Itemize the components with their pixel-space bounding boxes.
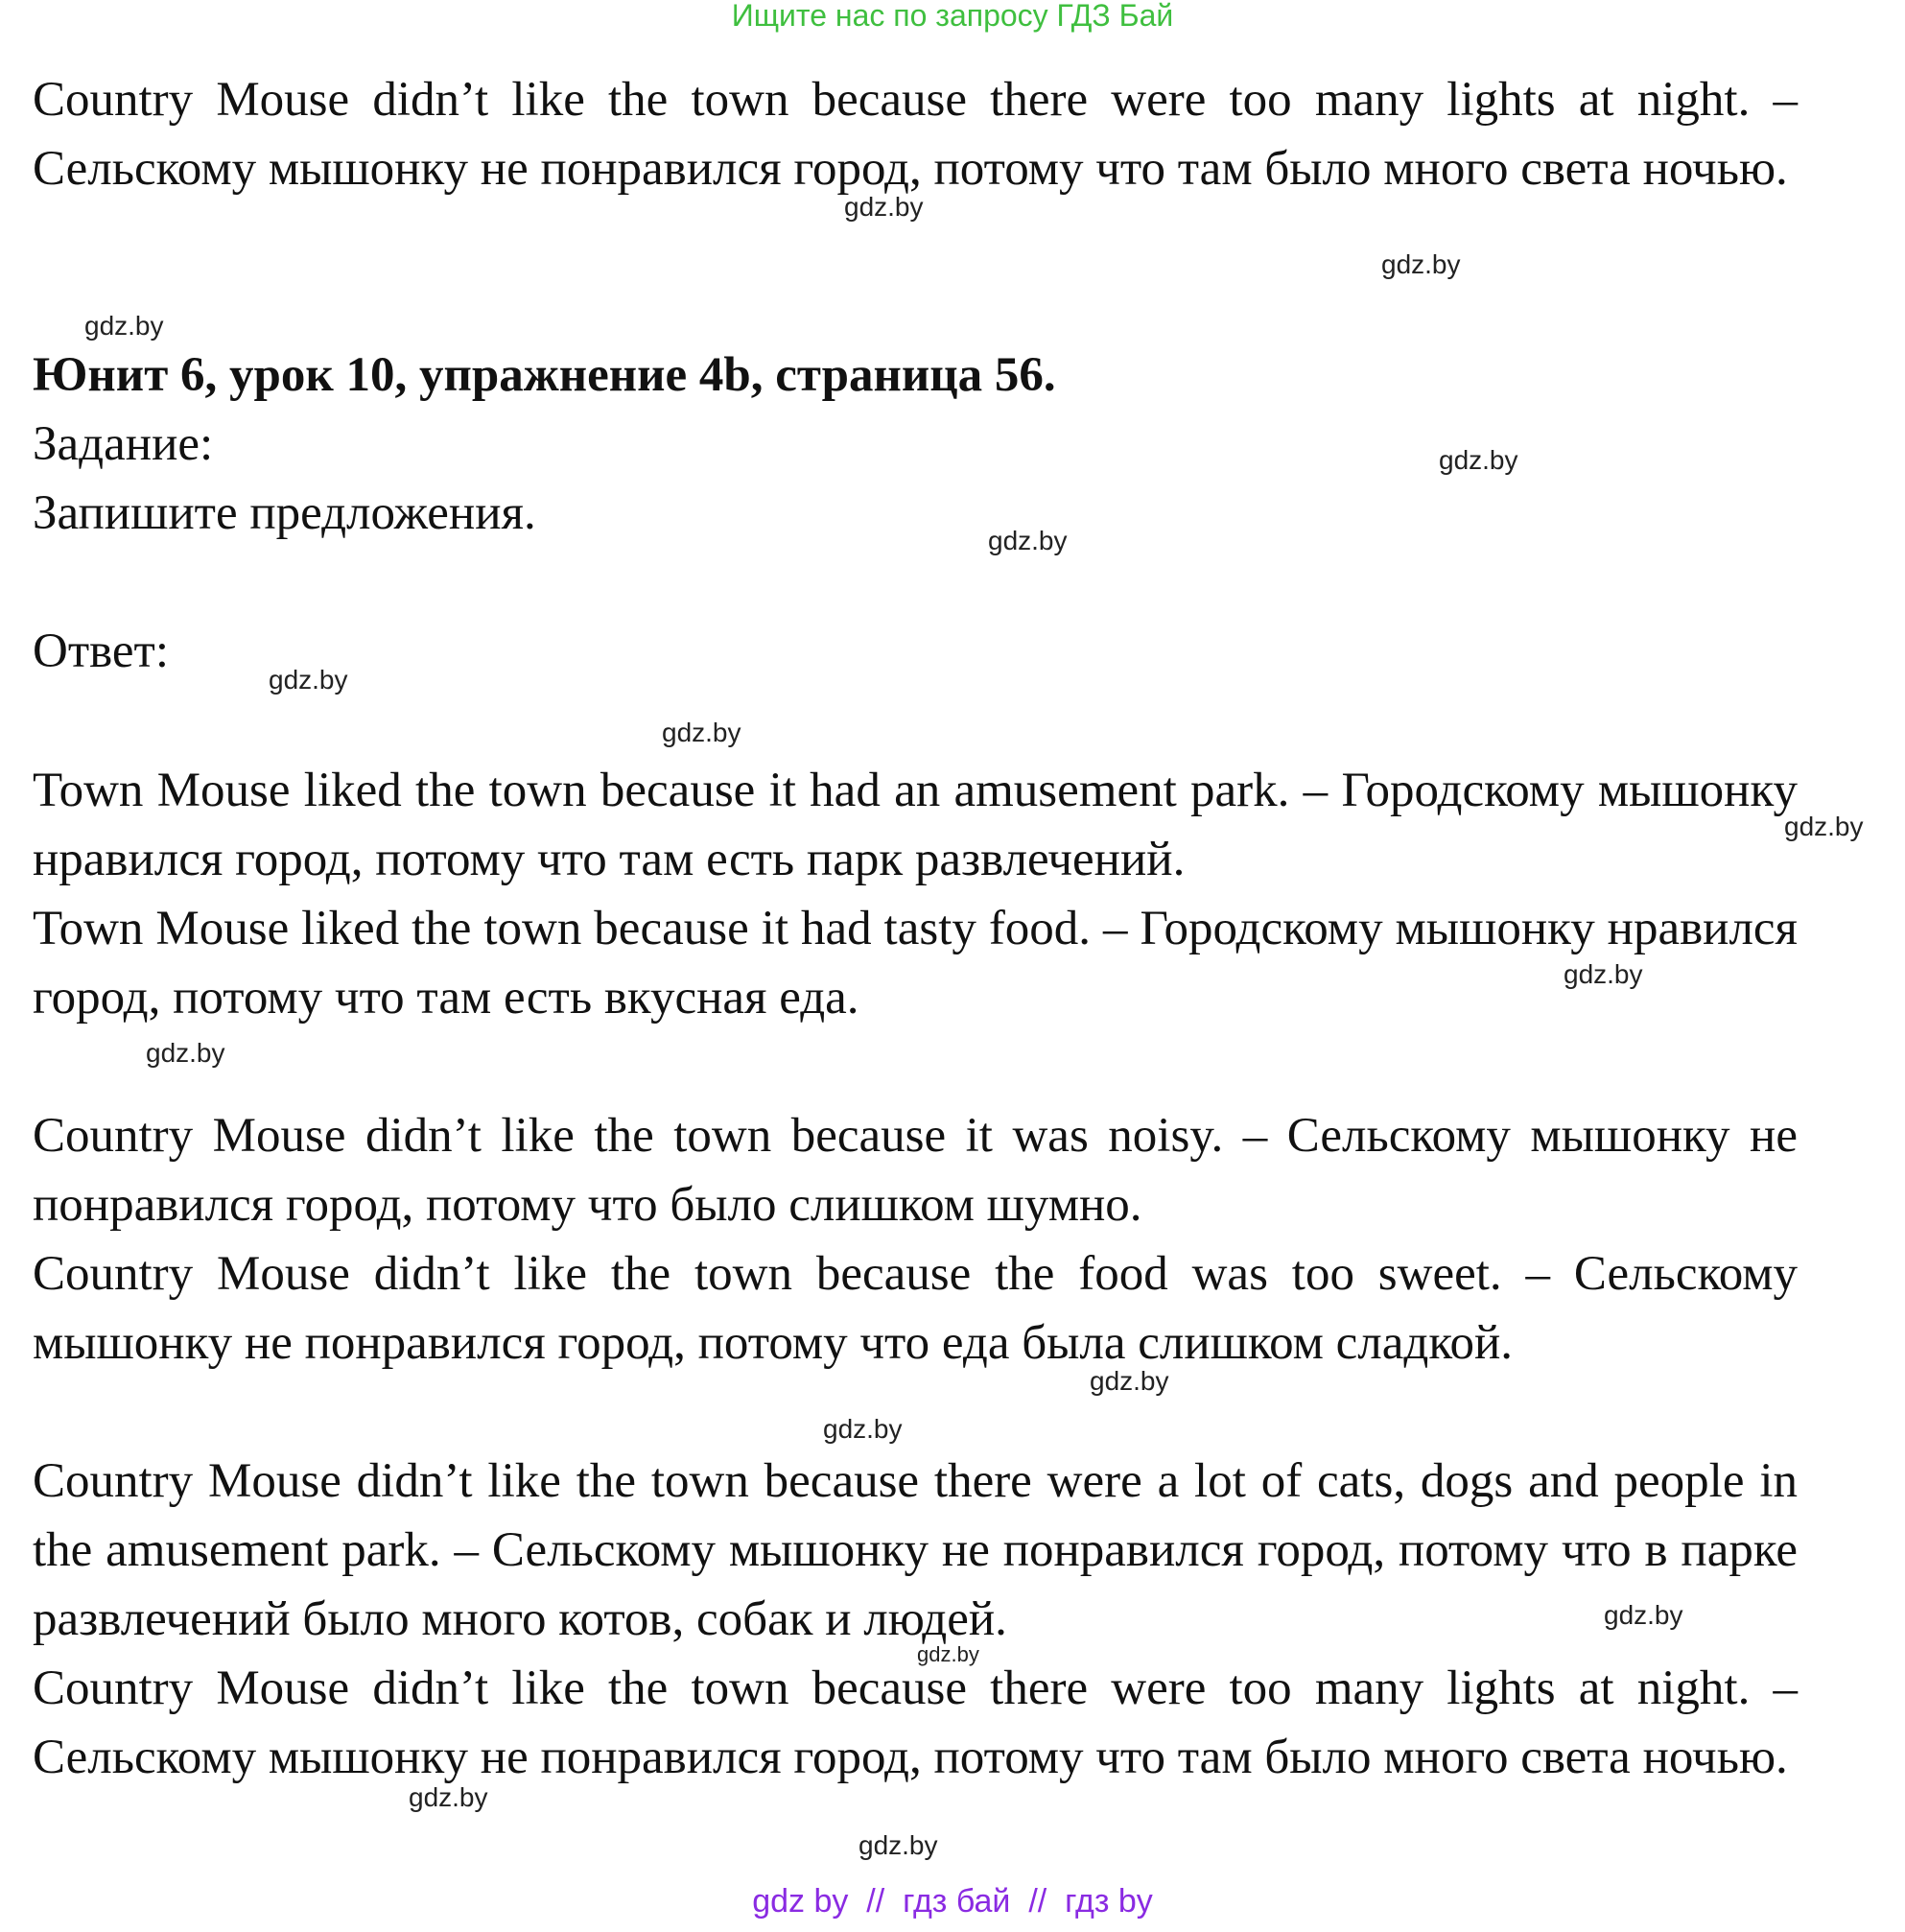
- answer-item: Country Mouse didn’t like the town because there were too many lights at night. – Сельскому мышонку не понравился город, потому что там было много света ночью.: [33, 1661, 1798, 1784]
- watermark: gdz.by: [269, 665, 348, 695]
- task-label: Задание:: [33, 417, 214, 471]
- section-heading: Юнит 6, урок 10, упражнение 4b, страница 56.: [33, 348, 1056, 402]
- watermark: gdz.by: [662, 718, 741, 747]
- answer-label: Ответ:: [33, 624, 169, 678]
- watermark: gdz.by: [1381, 249, 1461, 279]
- answer-item: Town Mouse liked the town because it had tasty food. – Городскому мышонку нравился город, потому что там есть вкусная еда.: [33, 902, 1798, 1025]
- watermark: gdz.by: [1784, 812, 1864, 841]
- answer-item: Country Mouse didn’t like the town because there were a lot of cats, dogs and people in the amusement park. – Сельскому мышонку не понравился город, потому что в парке развлечений было много котов, собак и людей.: [33, 1454, 1798, 1646]
- watermark: gdz.by: [858, 1830, 938, 1860]
- footer-links: gdz by // гдз бай // гдз by: [752, 1883, 1153, 1920]
- watermark: gdz.by: [1439, 445, 1518, 475]
- watermark: gdz.by: [844, 192, 924, 222]
- watermark: gdz.by: [823, 1414, 903, 1444]
- watermark: gdz.by: [84, 311, 164, 341]
- watermark: gdz.by: [409, 1782, 488, 1812]
- answer-item: Country Mouse didn’t like the town because it was noisy. – Сельскому мышонку не понравился город, потому что было слишком шумно.: [33, 1109, 1798, 1232]
- task-text: Запишите предложения.: [33, 486, 536, 540]
- watermark: gdz.by: [1090, 1366, 1169, 1396]
- top-banner: Ищите нас по запросу ГДЗ Бай: [731, 0, 1174, 33]
- answer-item: Country Mouse didn’t like the town because the food was too sweet. – Сельскому мышонку не понравился город, потому что еда была слишком сладкой.: [33, 1247, 1798, 1370]
- watermark: gdz.by: [1604, 1600, 1683, 1630]
- watermark: gdz.by: [1564, 959, 1643, 989]
- answer-item: Town Mouse liked the town because it had an amusement park. – Городскому мышонку нравился город, потому что там есть парк развлечений.: [33, 764, 1798, 886]
- intro-paragraph: Country Mouse didn’t like the town because there were too many lights at night. – Сельскому мышонку не понравился город, потому что там было много света ночью.: [33, 73, 1798, 196]
- watermark: gdz.by: [988, 526, 1068, 555]
- watermark: gdz.by: [146, 1038, 225, 1068]
- watermark: gdz.by: [917, 1642, 979, 1666]
